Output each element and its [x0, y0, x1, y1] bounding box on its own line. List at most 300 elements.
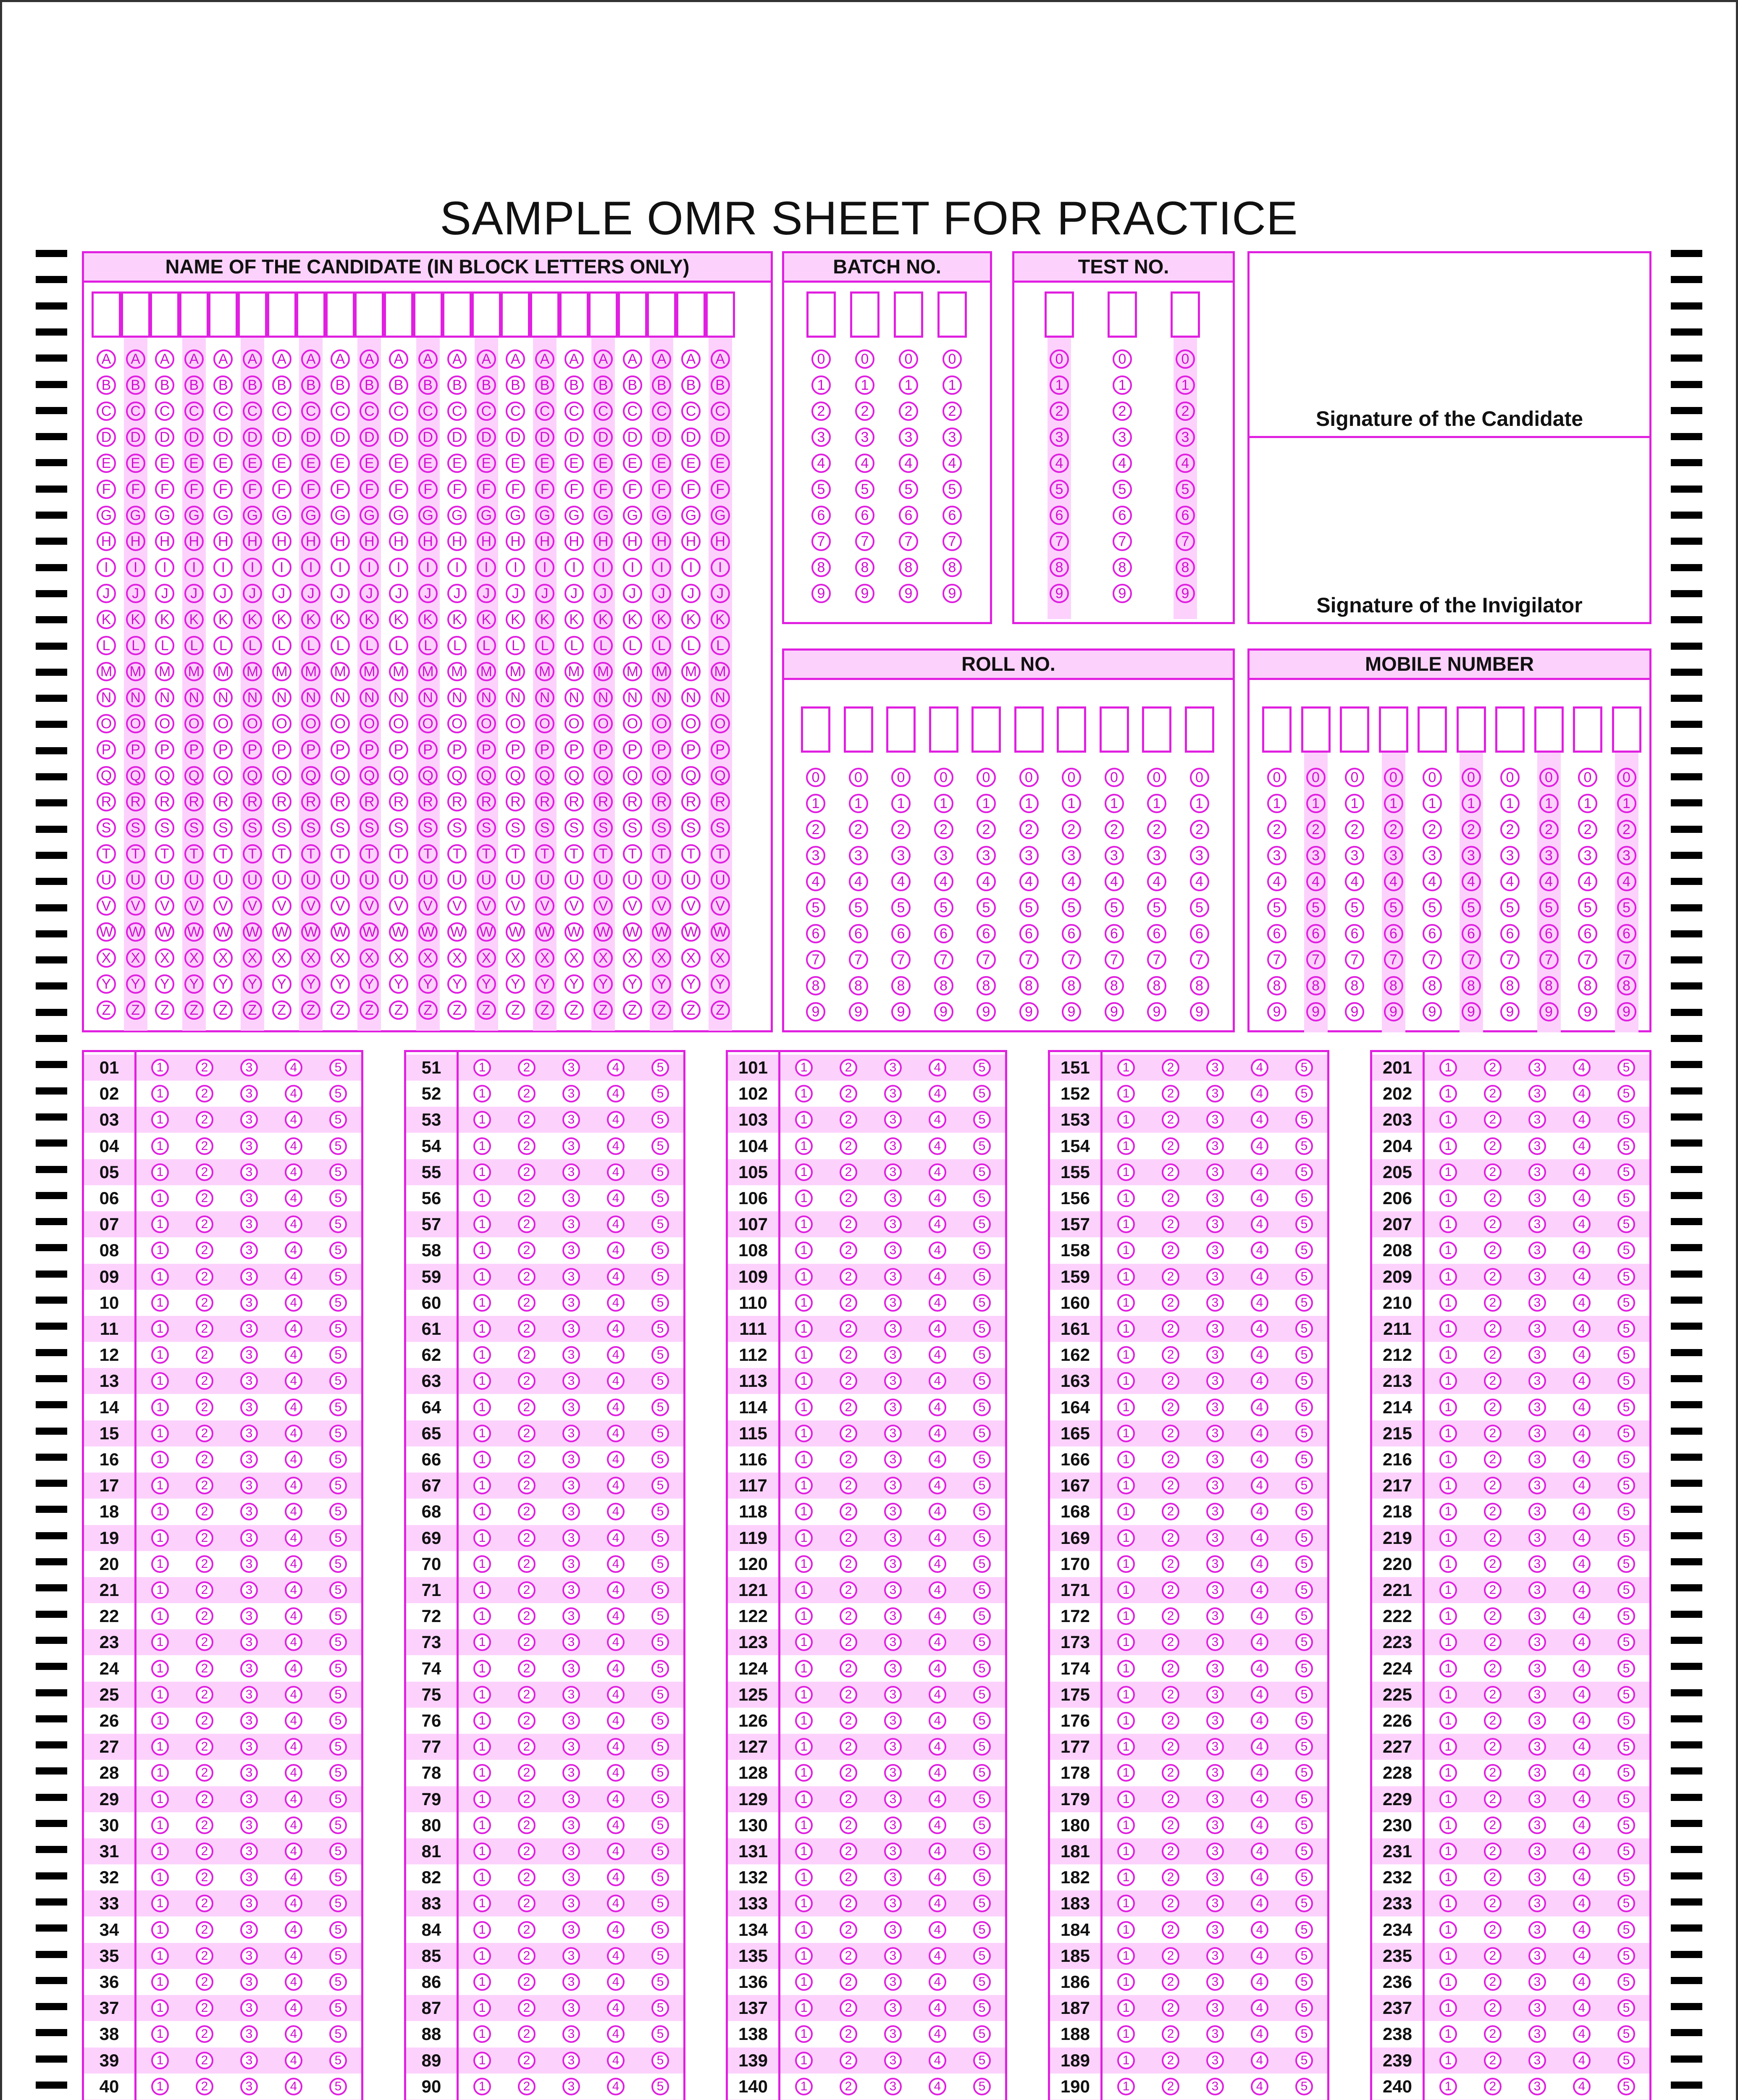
answer-bubble[interactable]: 2	[1484, 1895, 1502, 1912]
answer-bubble[interactable]: 2	[196, 1973, 213, 1991]
answer-bubble[interactable]: 2	[1484, 1320, 1502, 1338]
answer-bubble[interactable]: 3	[240, 1320, 258, 1338]
answer-bubble[interactable]: 1	[151, 1320, 169, 1338]
answer-bubble[interactable]: 4	[1573, 1242, 1591, 1259]
name-bubble[interactable]: H	[564, 532, 584, 551]
mobile-bubble[interactable]: 1	[1462, 794, 1481, 813]
answer-bubble[interactable]: 1	[1439, 1660, 1457, 1677]
mobile-bubble[interactable]: 2	[1617, 820, 1636, 839]
answer-bubble[interactable]: 1	[473, 1633, 491, 1651]
roll-bubble[interactable]: 9	[849, 1002, 868, 1021]
name-bubble[interactable]: Z	[593, 1000, 613, 1020]
answer-bubble[interactable]: 1	[1439, 1973, 1457, 1991]
answer-bubble[interactable]: 2	[1484, 2025, 1502, 2043]
answer-bubble[interactable]: 3	[562, 1320, 580, 1338]
name-bubble[interactable]: Y	[184, 974, 204, 994]
name-bubble[interactable]: M	[301, 662, 320, 681]
answer-bubble[interactable]: 1	[473, 1372, 491, 1390]
name-entry-box[interactable]	[150, 291, 179, 338]
test-bubble[interactable]: 2	[1176, 402, 1195, 421]
mobile-bubble[interactable]: 5	[1306, 898, 1326, 917]
name-bubble[interactable]: A	[331, 349, 350, 369]
name-bubble[interactable]: Y	[593, 974, 613, 994]
answer-bubble[interactable]: 4	[607, 1137, 625, 1155]
name-bubble[interactable]: Z	[564, 1000, 584, 1020]
answer-bubble[interactable]: 4	[929, 1973, 946, 1991]
answer-bubble[interactable]: 2	[518, 1921, 536, 1939]
answer-bubble[interactable]: 5	[973, 1633, 991, 1651]
answer-bubble[interactable]: 2	[1162, 1215, 1179, 1233]
name-bubble[interactable]: S	[213, 818, 233, 837]
name-bubble[interactable]: Z	[126, 1000, 145, 1020]
answer-bubble[interactable]: 3	[240, 1111, 258, 1129]
answer-bubble[interactable]: 2	[840, 1503, 857, 1520]
name-bubble[interactable]: Y	[243, 974, 262, 994]
answer-bubble[interactable]: 5	[973, 1242, 991, 1259]
answer-bubble[interactable]: 3	[1528, 1607, 1546, 1625]
name-bubble[interactable]: L	[711, 636, 730, 655]
name-bubble[interactable]: O	[301, 714, 320, 733]
roll-entry-box[interactable]	[929, 706, 958, 753]
name-bubble[interactable]: D	[301, 428, 320, 447]
name-bubble[interactable]: B	[301, 375, 320, 395]
name-bubble[interactable]: X	[331, 948, 350, 968]
answer-bubble[interactable]: 5	[1295, 1189, 1313, 1207]
name-bubble[interactable]: S	[301, 818, 320, 837]
batch-bubble[interactable]: 7	[943, 532, 962, 551]
answer-bubble[interactable]: 4	[607, 1163, 625, 1181]
name-bubble[interactable]: X	[97, 948, 116, 968]
answer-bubble[interactable]: 3	[1206, 1346, 1224, 1364]
name-bubble[interactable]: Q	[389, 766, 408, 785]
roll-bubble[interactable]: 6	[806, 924, 825, 943]
name-bubble[interactable]: L	[213, 636, 233, 655]
mobile-bubble[interactable]: 8	[1617, 976, 1636, 995]
name-bubble[interactable]: D	[272, 428, 291, 447]
answer-bubble[interactable]: 2	[1162, 2052, 1179, 2069]
answer-bubble[interactable]: 1	[795, 1346, 813, 1364]
batch-bubble[interactable]: 2	[811, 402, 831, 421]
name-bubble[interactable]: P	[301, 740, 320, 759]
answer-bubble[interactable]: 5	[973, 1660, 991, 1677]
roll-bubble[interactable]: 6	[1062, 924, 1081, 943]
name-bubble[interactable]: W	[447, 922, 467, 942]
name-bubble[interactable]: L	[97, 636, 116, 655]
answer-bubble[interactable]: 4	[607, 1843, 625, 1860]
answer-bubble[interactable]: 1	[473, 1581, 491, 1599]
answer-bubble[interactable]: 3	[1206, 1372, 1224, 1390]
answer-bubble[interactable]: 5	[651, 1346, 669, 1364]
answer-bubble[interactable]: 3	[884, 1764, 902, 1782]
answer-bubble[interactable]: 1	[473, 1268, 491, 1286]
batch-bubble[interactable]: 7	[811, 532, 831, 551]
answer-bubble[interactable]: 5	[1617, 1111, 1635, 1129]
name-bubble[interactable]: R	[331, 792, 350, 811]
answer-bubble[interactable]: 1	[151, 2078, 169, 2095]
answer-bubble[interactable]: 5	[973, 1816, 991, 1834]
name-bubble[interactable]: O	[418, 714, 438, 733]
answer-bubble[interactable]: 2	[840, 1921, 857, 1939]
answer-bubble[interactable]: 5	[1617, 1451, 1635, 1468]
answer-bubble[interactable]: 5	[651, 1215, 669, 1233]
answer-bubble[interactable]: 3	[240, 1399, 258, 1416]
batch-bubble[interactable]: 7	[855, 532, 874, 551]
answer-bubble[interactable]: 5	[973, 1163, 991, 1181]
mobile-bubble[interactable]: 4	[1617, 872, 1636, 891]
name-bubble[interactable]: D	[213, 428, 233, 447]
answer-bubble[interactable]: 1	[1117, 1895, 1135, 1912]
answer-bubble[interactable]: 1	[1117, 1633, 1135, 1651]
answer-bubble[interactable]: 3	[562, 1686, 580, 1704]
roll-bubble[interactable]: 7	[806, 950, 825, 969]
answer-bubble[interactable]: 4	[607, 1712, 625, 1730]
roll-bubble[interactable]: 3	[1019, 846, 1039, 865]
roll-entry-box[interactable]	[1057, 706, 1086, 753]
answer-bubble[interactable]: 3	[1528, 1163, 1546, 1181]
answer-bubble[interactable]: 5	[1617, 1268, 1635, 1286]
answer-bubble[interactable]: 3	[884, 1843, 902, 1860]
mobile-bubble[interactable]: 8	[1306, 976, 1326, 995]
mobile-bubble[interactable]: 9	[1423, 1002, 1442, 1021]
batch-bubble[interactable]: 2	[855, 402, 874, 421]
name-bubble[interactable]: V	[418, 896, 438, 916]
name-bubble[interactable]: C	[360, 402, 379, 421]
answer-bubble[interactable]: 2	[518, 1869, 536, 1886]
answer-bubble[interactable]: 5	[329, 1973, 347, 1991]
answer-bubble[interactable]: 2	[840, 1137, 857, 1155]
name-bubble[interactable]: H	[652, 532, 671, 551]
answer-bubble[interactable]: 1	[151, 1999, 169, 2017]
answer-bubble[interactable]: 4	[929, 1869, 946, 1886]
answer-bubble[interactable]: 5	[329, 1947, 347, 1965]
roll-bubble[interactable]: 4	[934, 872, 953, 891]
name-bubble[interactable]: K	[155, 610, 174, 629]
answer-bubble[interactable]: 1	[151, 1607, 169, 1625]
roll-bubble[interactable]: 0	[1147, 768, 1166, 787]
mobile-bubble[interactable]: 1	[1578, 794, 1597, 813]
name-bubble[interactable]: J	[126, 584, 145, 603]
answer-bubble[interactable]: 4	[1251, 1738, 1268, 1756]
answer-bubble[interactable]: 2	[840, 1633, 857, 1651]
answer-bubble[interactable]: 1	[1117, 1686, 1135, 1704]
answer-bubble[interactable]: 3	[562, 1607, 580, 1625]
name-bubble[interactable]: E	[272, 454, 291, 473]
name-bubble[interactable]: K	[564, 610, 584, 629]
mobile-bubble[interactable]: 8	[1539, 976, 1559, 995]
name-bubble[interactable]: C	[97, 402, 116, 421]
name-bubble[interactable]: E	[126, 454, 145, 473]
name-bubble[interactable]: H	[243, 532, 262, 551]
answer-bubble[interactable]: 1	[795, 1399, 813, 1416]
name-bubble[interactable]: X	[447, 948, 467, 968]
answer-bubble[interactable]: 1	[795, 1268, 813, 1286]
roll-bubble[interactable]: 4	[891, 872, 911, 891]
answer-bubble[interactable]: 2	[196, 1816, 213, 1834]
answer-bubble[interactable]: 1	[1439, 1712, 1457, 1730]
roll-bubble[interactable]: 3	[806, 846, 825, 865]
name-bubble[interactable]: V	[243, 896, 262, 916]
name-bubble[interactable]: E	[243, 454, 262, 473]
answer-bubble[interactable]: 5	[1295, 1320, 1313, 1338]
answer-bubble[interactable]: 5	[973, 1189, 991, 1207]
name-bubble[interactable]: T	[506, 844, 525, 864]
name-bubble[interactable]: M	[155, 662, 174, 681]
mobile-bubble[interactable]: 1	[1539, 794, 1559, 813]
name-bubble[interactable]: K	[97, 610, 116, 629]
answer-bubble[interactable]: 4	[929, 1947, 946, 1965]
answer-bubble[interactable]: 4	[607, 1660, 625, 1677]
mobile-bubble[interactable]: 8	[1423, 976, 1442, 995]
batch-bubble[interactable]: 5	[855, 480, 874, 499]
name-bubble[interactable]: J	[564, 584, 584, 603]
answer-bubble[interactable]: 3	[240, 1921, 258, 1939]
name-bubble[interactable]: C	[418, 402, 438, 421]
mobile-bubble[interactable]: 9	[1500, 1002, 1520, 1021]
name-bubble[interactable]: P	[360, 740, 379, 759]
answer-bubble[interactable]: 3	[884, 1660, 902, 1677]
answer-bubble[interactable]: 1	[1117, 1477, 1135, 1494]
answer-bubble[interactable]: 4	[285, 1451, 302, 1468]
answer-bubble[interactable]: 3	[884, 1137, 902, 1155]
answer-bubble[interactable]: 5	[1295, 2078, 1313, 2095]
roll-bubble[interactable]: 1	[1105, 794, 1124, 813]
answer-bubble[interactable]: 3	[1206, 1555, 1224, 1573]
answer-bubble[interactable]: 1	[1117, 1503, 1135, 1520]
name-bubble[interactable]: J	[97, 584, 116, 603]
answer-bubble[interactable]: 3	[1528, 1686, 1546, 1704]
answer-bubble[interactable]: 5	[973, 1581, 991, 1599]
answer-bubble[interactable]: 5	[651, 1921, 669, 1939]
answer-bubble[interactable]: 1	[795, 1686, 813, 1704]
test-bubble[interactable]: 6	[1176, 506, 1195, 525]
roll-bubble[interactable]: 6	[1019, 924, 1039, 943]
answer-bubble[interactable]: 2	[196, 1372, 213, 1390]
answer-bubble[interactable]: 4	[285, 1163, 302, 1181]
answer-bubble[interactable]: 1	[473, 1320, 491, 1338]
name-bubble[interactable]: W	[711, 922, 730, 942]
name-bubble[interactable]: L	[272, 636, 291, 655]
name-bubble[interactable]: A	[477, 349, 496, 369]
batch-bubble[interactable]: 1	[943, 375, 962, 395]
answer-bubble[interactable]: 5	[1617, 1947, 1635, 1965]
mobile-entry-box[interactable]	[1573, 706, 1602, 753]
answer-bubble[interactable]: 2	[1484, 1451, 1502, 1468]
answer-bubble[interactable]: 5	[651, 1085, 669, 1102]
answer-bubble[interactable]: 4	[607, 1973, 625, 1991]
answer-bubble[interactable]: 2	[1484, 1738, 1502, 1756]
answer-bubble[interactable]: 2	[518, 1399, 536, 1416]
name-bubble[interactable]: O	[711, 714, 730, 733]
name-bubble[interactable]: K	[652, 610, 671, 629]
name-bubble[interactable]: Y	[126, 974, 145, 994]
name-bubble[interactable]: U	[213, 870, 233, 890]
answer-bubble[interactable]: 3	[884, 1425, 902, 1442]
roll-bubble[interactable]: 9	[891, 1002, 911, 1021]
answer-bubble[interactable]: 4	[607, 1790, 625, 1808]
answer-bubble[interactable]: 4	[607, 1242, 625, 1259]
answer-bubble[interactable]: 2	[1484, 1843, 1502, 1860]
answer-bubble[interactable]: 1	[473, 2078, 491, 2095]
name-bubble[interactable]: J	[272, 584, 291, 603]
answer-bubble[interactable]: 4	[929, 1686, 946, 1704]
answer-bubble[interactable]: 4	[285, 1973, 302, 1991]
answer-bubble[interactable]: 2	[840, 1816, 857, 1834]
answer-bubble[interactable]: 1	[1439, 1999, 1457, 2017]
answer-bubble[interactable]: 4	[1573, 1346, 1591, 1364]
answer-bubble[interactable]: 1	[151, 1451, 169, 1468]
answer-bubble[interactable]: 1	[1117, 1816, 1135, 1834]
test-bubble[interactable]: 1	[1113, 375, 1132, 395]
answer-bubble[interactable]: 1	[1439, 2025, 1457, 2043]
answer-bubble[interactable]: 3	[562, 1346, 580, 1364]
name-bubble[interactable]: B	[506, 375, 525, 395]
answer-bubble[interactable]: 4	[1251, 1346, 1268, 1364]
mobile-bubble[interactable]: 5	[1462, 898, 1481, 917]
answer-bubble[interactable]: 5	[651, 1425, 669, 1442]
answer-bubble[interactable]: 5	[651, 1738, 669, 1756]
name-bubble[interactable]: S	[389, 818, 408, 837]
answer-bubble[interactable]: 4	[929, 1111, 946, 1129]
answer-bubble[interactable]: 5	[973, 1607, 991, 1625]
name-bubble[interactable]: N	[97, 688, 116, 707]
name-bubble[interactable]: Z	[652, 1000, 671, 1020]
answer-bubble[interactable]: 3	[884, 1607, 902, 1625]
name-bubble[interactable]: L	[593, 636, 613, 655]
answer-bubble[interactable]: 1	[1117, 1738, 1135, 1756]
roll-bubble[interactable]: 0	[806, 768, 825, 787]
name-bubble[interactable]: Z	[301, 1000, 320, 1020]
answer-bubble[interactable]: 3	[562, 1215, 580, 1233]
answer-bubble[interactable]: 5	[329, 1215, 347, 1233]
name-entry-box[interactable]	[618, 291, 647, 338]
roll-bubble[interactable]: 2	[1190, 820, 1209, 839]
answer-bubble[interactable]: 1	[151, 1242, 169, 1259]
answer-bubble[interactable]: 5	[651, 1189, 669, 1207]
answer-bubble[interactable]: 5	[329, 1059, 347, 1076]
name-bubble[interactable]: M	[623, 662, 642, 681]
answer-bubble[interactable]: 1	[1439, 1607, 1457, 1625]
answer-bubble[interactable]: 4	[607, 1320, 625, 1338]
answer-bubble[interactable]: 2	[840, 1686, 857, 1704]
answer-bubble[interactable]: 3	[884, 1947, 902, 1965]
answer-bubble[interactable]: 1	[473, 1503, 491, 1520]
answer-bubble[interactable]: 5	[651, 1268, 669, 1286]
mobile-bubble[interactable]: 0	[1306, 768, 1326, 787]
name-bubble[interactable]: G	[535, 506, 554, 525]
answer-bubble[interactable]: 4	[1573, 1999, 1591, 2017]
answer-bubble[interactable]: 1	[473, 1425, 491, 1442]
name-bubble[interactable]: F	[389, 480, 408, 499]
answer-bubble[interactable]: 4	[285, 1843, 302, 1860]
name-bubble[interactable]: U	[331, 870, 350, 890]
mobile-bubble[interactable]: 5	[1384, 898, 1403, 917]
name-bubble[interactable]: U	[652, 870, 671, 890]
mobile-bubble[interactable]: 4	[1345, 872, 1364, 891]
answer-bubble[interactable]: 1	[151, 1555, 169, 1573]
answer-bubble[interactable]: 1	[473, 1451, 491, 1468]
name-bubble[interactable]: E	[301, 454, 320, 473]
answer-bubble[interactable]: 2	[196, 1999, 213, 2017]
answer-bubble[interactable]: 2	[196, 1268, 213, 1286]
name-bubble[interactable]: P	[126, 740, 145, 759]
name-bubble[interactable]: G	[155, 506, 174, 525]
name-bubble[interactable]: A	[126, 349, 145, 369]
mobile-bubble[interactable]: 1	[1423, 794, 1442, 813]
answer-bubble[interactable]: 4	[607, 1633, 625, 1651]
test-bubble[interactable]: 6	[1113, 506, 1132, 525]
name-bubble[interactable]: J	[301, 584, 320, 603]
name-bubble[interactable]: G	[97, 506, 116, 525]
name-bubble[interactable]: D	[243, 428, 262, 447]
name-bubble[interactable]: C	[564, 402, 584, 421]
name-bubble[interactable]: H	[711, 532, 730, 551]
answer-bubble[interactable]: 5	[329, 1137, 347, 1155]
answer-bubble[interactable]: 3	[562, 1059, 580, 1076]
answer-bubble[interactable]: 3	[562, 1633, 580, 1651]
name-bubble[interactable]: C	[506, 402, 525, 421]
answer-bubble[interactable]: 5	[651, 1111, 669, 1129]
answer-bubble[interactable]: 1	[151, 1346, 169, 1364]
test-bubble[interactable]: 0	[1176, 349, 1195, 369]
answer-bubble[interactable]: 1	[473, 1215, 491, 1233]
mobile-bubble[interactable]: 2	[1539, 820, 1559, 839]
answer-bubble[interactable]: 4	[607, 1425, 625, 1442]
name-entry-box[interactable]	[296, 291, 326, 338]
name-bubble[interactable]: I	[155, 558, 174, 577]
answer-bubble[interactable]: 5	[1617, 1921, 1635, 1939]
answer-bubble[interactable]: 2	[196, 1712, 213, 1730]
mobile-bubble[interactable]: 5	[1539, 898, 1559, 917]
answer-bubble[interactable]: 4	[285, 1503, 302, 1520]
answer-bubble[interactable]: 2	[840, 1790, 857, 1808]
answer-bubble[interactable]: 4	[285, 1059, 302, 1076]
answer-bubble[interactable]: 4	[607, 1869, 625, 1886]
name-bubble[interactable]: Z	[535, 1000, 554, 1020]
answer-bubble[interactable]: 1	[1439, 1895, 1457, 1912]
answer-bubble[interactable]: 3	[240, 1085, 258, 1102]
name-bubble[interactable]: N	[272, 688, 291, 707]
answer-bubble[interactable]: 4	[285, 2025, 302, 2043]
name-bubble[interactable]: O	[360, 714, 379, 733]
answer-bubble[interactable]: 3	[884, 1477, 902, 1494]
roll-bubble[interactable]: 2	[1147, 820, 1166, 839]
roll-bubble[interactable]: 0	[977, 768, 996, 787]
name-bubble[interactable]: N	[360, 688, 379, 707]
name-bubble[interactable]: X	[418, 948, 438, 968]
answer-bubble[interactable]: 3	[884, 1686, 902, 1704]
name-bubble[interactable]: X	[301, 948, 320, 968]
name-bubble[interactable]: Q	[506, 766, 525, 785]
name-bubble[interactable]: L	[418, 636, 438, 655]
answer-bubble[interactable]: 1	[1439, 1764, 1457, 1782]
name-bubble[interactable]: W	[418, 922, 438, 942]
roll-bubble[interactable]: 5	[1105, 898, 1124, 917]
answer-bubble[interactable]: 2	[840, 1268, 857, 1286]
answer-bubble[interactable]: 5	[973, 1973, 991, 1991]
answer-bubble[interactable]: 4	[607, 1215, 625, 1233]
name-bubble[interactable]: E	[418, 454, 438, 473]
name-bubble[interactable]: W	[389, 922, 408, 942]
answer-bubble[interactable]: 5	[1617, 1790, 1635, 1808]
answer-bubble[interactable]: 5	[329, 1607, 347, 1625]
answer-bubble[interactable]: 4	[929, 1215, 946, 1233]
answer-bubble[interactable]: 2	[1484, 1947, 1502, 1965]
name-bubble[interactable]: M	[564, 662, 584, 681]
name-bubble[interactable]: Y	[389, 974, 408, 994]
answer-bubble[interactable]: 1	[795, 2052, 813, 2069]
batch-bubble[interactable]: 3	[943, 428, 962, 447]
name-bubble[interactable]: S	[506, 818, 525, 837]
